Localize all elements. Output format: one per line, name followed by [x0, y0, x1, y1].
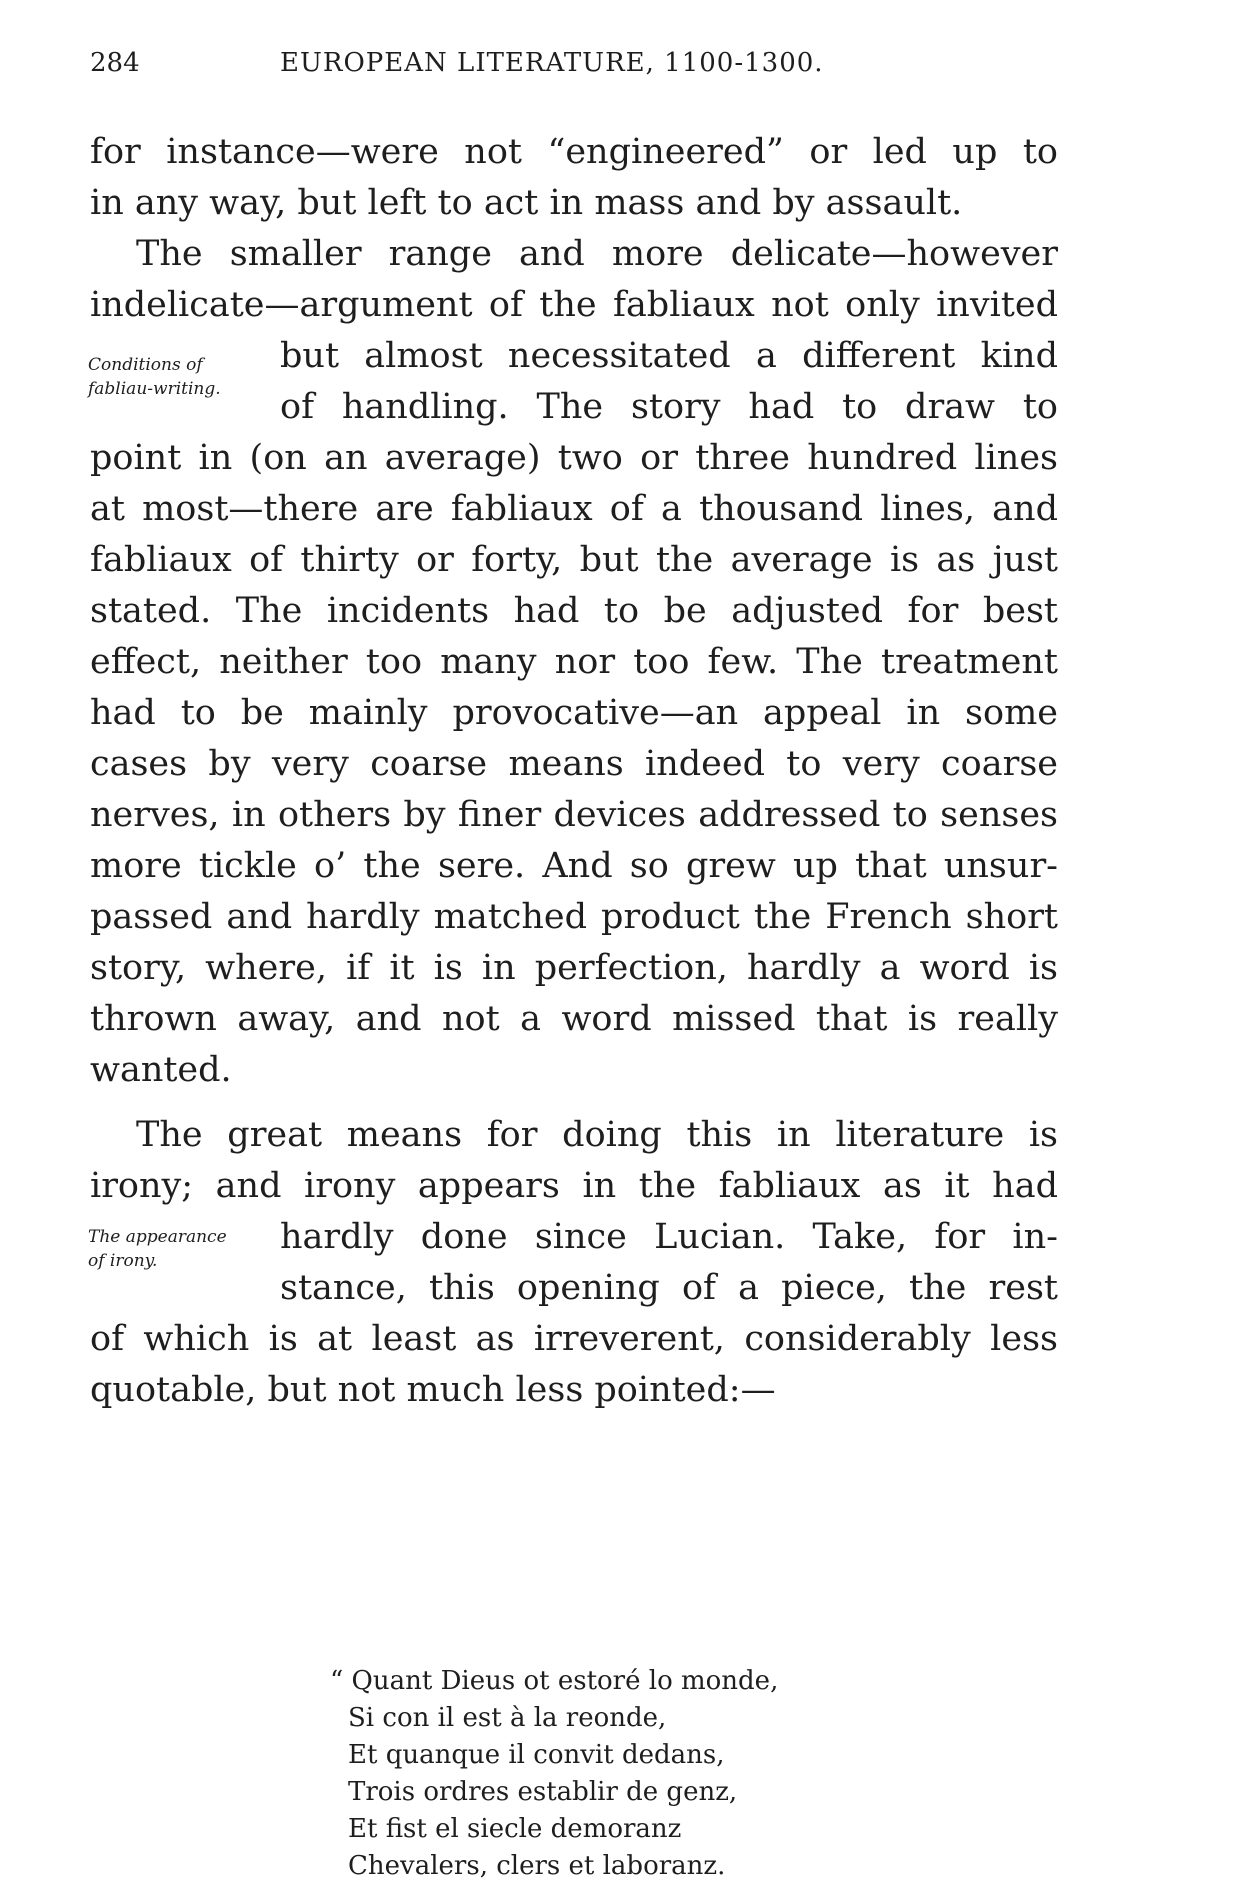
text-line: story, where, if it is in perfection, hardly a word is [90, 948, 1058, 988]
text-line: nerves, in others by finer devices addressed to senses [90, 795, 1058, 835]
text-line: of which is at least as irreverent, considerably less [90, 1319, 1058, 1359]
text-line: had to be mainly provocative—an appeal in some [90, 693, 1058, 733]
paragraph-3 [90, 1110, 1058, 1416]
verse-line: Chevalers, clers et laboranz. [348, 1851, 726, 1881]
text-line: of handling. The story had to draw to [280, 387, 1058, 427]
text-line: thrown away, and not a word missed that is really [90, 999, 1058, 1039]
running-title: EUROPEAN LITERATURE, 1100-1300. [280, 48, 824, 78]
text-line: cases by very coarse means indeed to very coarse [90, 744, 1058, 784]
text-line: hardly done since Lucian. Take, for in- [280, 1217, 1058, 1257]
running-header [90, 48, 1060, 88]
verse-line: “ Quant Dieus ot estoré lo monde, [330, 1666, 779, 1696]
text-line: passed and hardly matched product the French short [90, 897, 1058, 937]
text-line: more tickle o’ the sere. And so grew up that unsur- [90, 846, 1058, 886]
text-line: quotable, but not much less pointed:— [90, 1370, 776, 1410]
text-line: effect, neither too many nor too few. The treatment [90, 642, 1058, 682]
margin-note-line: fabliau-writing. [88, 379, 221, 399]
text-line: for instance—were not “engineered” or led up to [90, 132, 1058, 172]
paragraph-2 [90, 229, 1058, 1096]
text-line: wanted. [90, 1050, 232, 1090]
text-line: point in (on an average) two or three hundred lines [90, 438, 1058, 478]
text-line: The smaller range and more delicate—however [136, 234, 1058, 274]
text-line: The great means for doing this in literature is [136, 1115, 1058, 1155]
margin-note-line: of irony. [88, 1251, 158, 1271]
text-line: indelicate—argument of the fabliaux not only invited [90, 285, 1058, 325]
text-line: in any way, but left to act in mass and by assault. [90, 183, 963, 223]
text-line: stance, this opening of a piece, the rest [280, 1268, 1058, 1308]
verse-line: Et fist el siecle demoranz [348, 1814, 682, 1844]
text-line: at most—there are fabliaux of a thousand lines, and [90, 489, 1058, 529]
verse-line: Et quanque il convit dedans, [348, 1740, 725, 1770]
text-line: but almost necessitated a different kind [280, 336, 1058, 376]
page-number: 284 [90, 48, 140, 78]
verse-quotation [330, 1663, 930, 1885]
verse-line: Trois ordres establir de genz, [348, 1777, 738, 1807]
verse-line: Si con il est à la reonde, [348, 1703, 667, 1733]
margin-note-conditions [88, 353, 221, 401]
text-line: fabliaux of thirty or forty, but the average is as just [90, 540, 1058, 580]
margin-note-line: The appearance [88, 1227, 227, 1247]
margin-note-line: Conditions of [88, 355, 203, 375]
text-line: irony; and irony appears in the fabliaux as it had [90, 1166, 1058, 1206]
paragraph-1 [90, 127, 1058, 229]
margin-note-irony [88, 1225, 227, 1273]
text-line: stated. The incidents had to be adjusted for best [90, 591, 1058, 631]
